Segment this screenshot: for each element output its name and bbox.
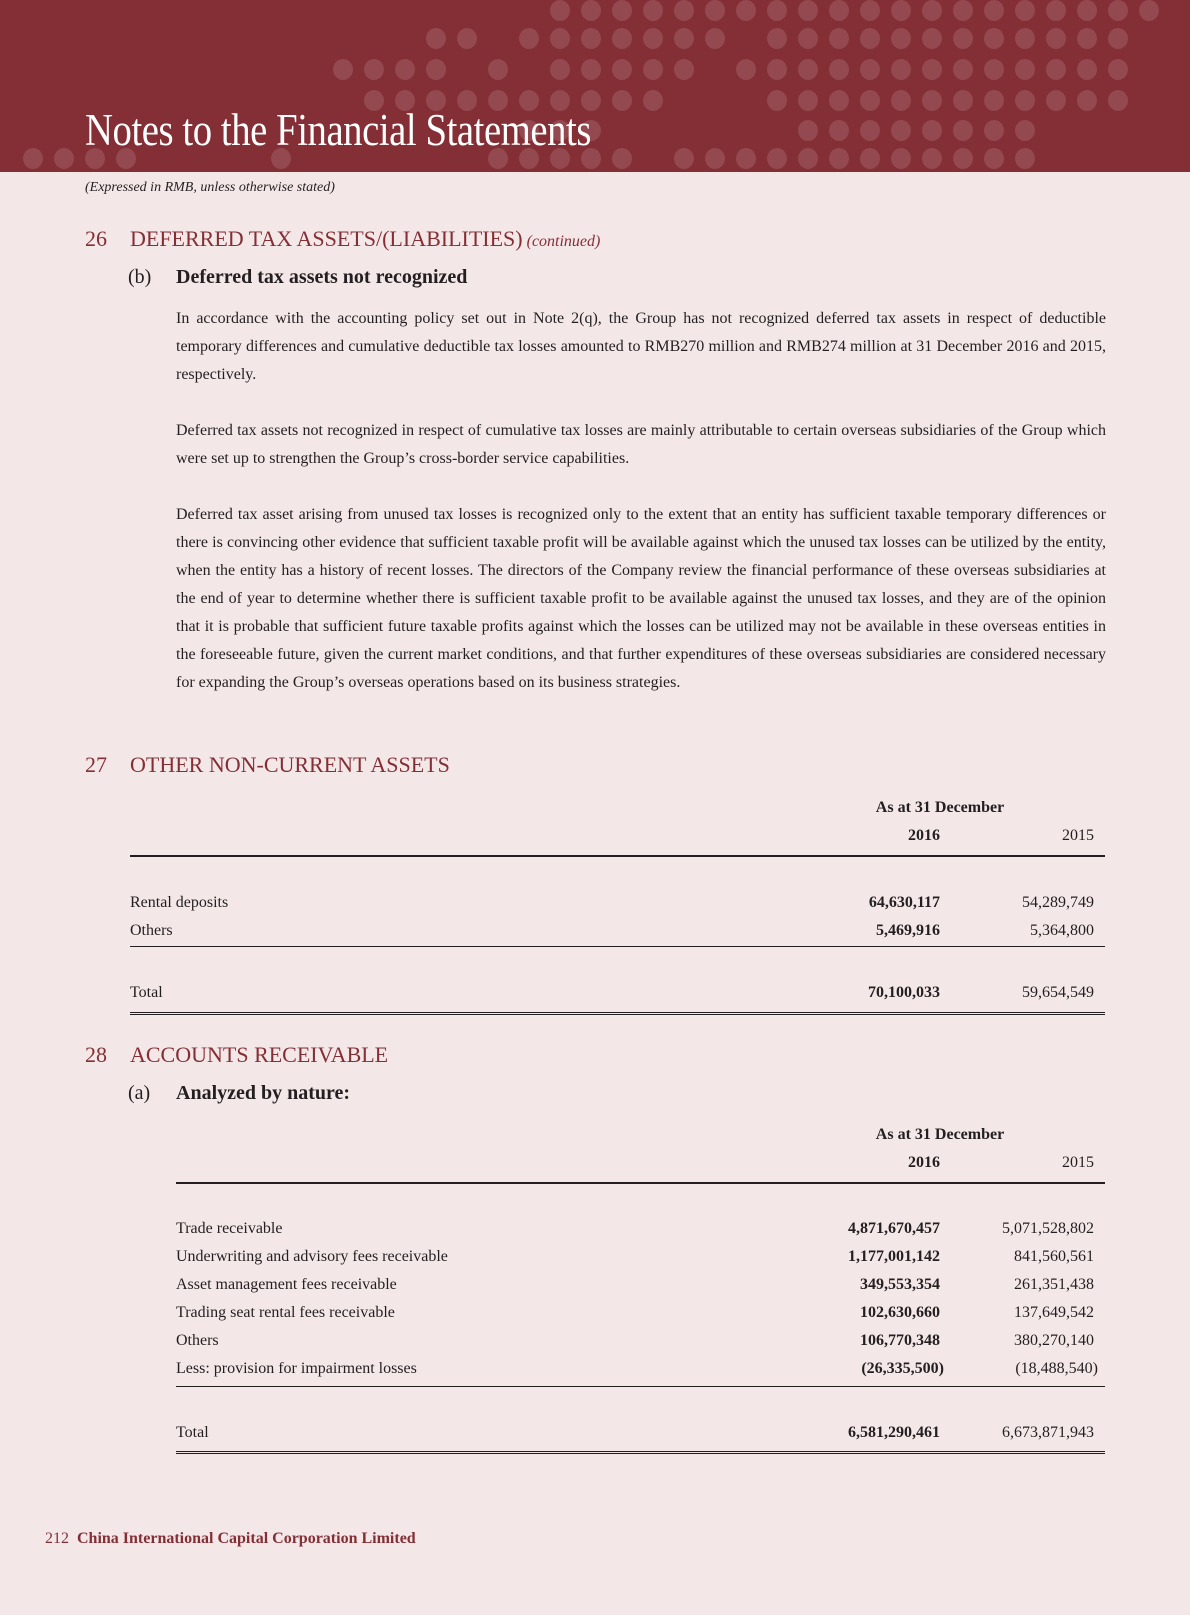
subsection-label: (a): [128, 1082, 151, 1104]
currency-note: (Expressed in RMB, unless otherwise stated): [85, 180, 335, 195]
section-28-heading: [85, 1042, 388, 1068]
dot-decoration: [798, 0, 818, 21]
subtotal-rule: [130, 946, 1105, 947]
dot-decoration: [891, 28, 911, 49]
dot-decoration: [767, 90, 787, 111]
dot-decoration: [922, 90, 942, 111]
dot-decoration: [457, 28, 477, 49]
dot-decoration: [891, 148, 911, 169]
dot-decoration: [891, 120, 911, 141]
dot-decoration: [612, 90, 632, 111]
dot-decoration: [922, 59, 942, 80]
dot-decoration: [1046, 59, 1066, 80]
table-row: [176, 1248, 1105, 1272]
dot-decoration: [333, 59, 353, 80]
dot-decoration: [674, 148, 694, 169]
dot-decoration: [581, 28, 601, 49]
dot-decoration: [643, 0, 663, 21]
dot-decoration: [953, 120, 973, 141]
value-2016: 64,630,117: [868, 894, 940, 911]
column-header-2016: 2016: [908, 827, 940, 844]
dot-decoration: [1077, 90, 1097, 111]
paragraph: Deferred tax asset arising from unused tax losses is recognized only to the extent that an entity has sufficient taxable temporary differences or there is convincing other evidence that sufficient taxable profit will be available against which the unused tax losses can be utilized by the entity, when the entity has a history of recent losses. The directors of the Company review the financial performance of these overseas subsidiaries at the end of year to determine whether there is sufficient taxable profit to be available against the unused tax losses, and they are of the opinion that it is probable that sufficient future taxable profits against which the losses can be utilized may not be available in these overseas entities in the foreseeable future, given the current market conditions, and that further expenditures of these overseas subsidiaries are considered necessary for expanding the Group’s overseas operations based on its business strategies.: [176, 506, 1106, 691]
dot-decoration: [488, 59, 508, 80]
dot-decoration: [860, 59, 880, 80]
dot-decoration: [829, 120, 849, 141]
dot-decoration: [922, 148, 942, 169]
row-label: Trading seat rental fees receivable: [176, 1304, 395, 1321]
value-2015: 380,270,140: [1014, 1332, 1094, 1349]
dot-decoration: [798, 120, 818, 141]
table-row: [176, 1276, 1105, 1300]
dot-decoration: [860, 90, 880, 111]
subsection-label: (b): [128, 266, 152, 288]
subtotal-rule: [176, 1386, 1105, 1387]
section-26-body: [176, 305, 1106, 725]
dot-decoration: [984, 90, 1004, 111]
section-26-heading: [85, 226, 600, 252]
dot-decoration: [674, 0, 694, 21]
dot-decoration: [798, 28, 818, 49]
section-26b-heading: [128, 266, 467, 289]
dot-decoration: [643, 59, 663, 80]
dot-decoration: [829, 0, 849, 21]
row-label: Total: [176, 1424, 209, 1441]
section-title: OTHER NON-CURRENT ASSETS: [130, 752, 450, 777]
dot-decoration: [767, 28, 787, 49]
dot-decoration: [705, 0, 725, 21]
dot-decoration: [1015, 120, 1035, 141]
value-2015: 54,289,749: [1022, 894, 1094, 911]
column-group-header: As at 31 December: [875, 799, 1005, 816]
total-2015: 6,673,871,943: [1002, 1424, 1094, 1441]
column-group-header: As at 31 December: [875, 1126, 1005, 1143]
table-total-row: [176, 1424, 1105, 1448]
value-2016: 5,469,916: [876, 922, 940, 939]
column-header-2016: 2016: [908, 1154, 940, 1171]
row-label: Total: [130, 984, 163, 1001]
subsection-title: Deferred tax assets not recognized: [176, 266, 468, 288]
company-name: China International Capital Corporation Limited: [77, 1530, 416, 1547]
dot-decoration: [767, 0, 787, 21]
dot-decoration: [984, 0, 1004, 21]
dot-decoration: [860, 120, 880, 141]
dot-decoration: [922, 28, 942, 49]
dot-decoration: [23, 148, 43, 169]
table-row: [176, 1360, 1105, 1384]
subsection-title: Analyzed by nature:: [176, 1082, 351, 1104]
dot-decoration: [798, 90, 818, 111]
dot-decoration: [860, 148, 880, 169]
section-title: ACCOUNTS RECEIVABLE: [130, 1042, 389, 1067]
row-label: Trade receivable: [176, 1220, 283, 1237]
dot-decoration: [984, 28, 1004, 49]
table-row: [130, 922, 1105, 946]
total-2016: 6,581,290,461: [848, 1424, 940, 1441]
value-2016: 349,553,354: [860, 1276, 940, 1293]
value-2016: 102,630,660: [860, 1304, 940, 1321]
dot-decoration: [705, 28, 725, 49]
row-label: Others: [130, 922, 173, 939]
total-2016: 70,100,033: [868, 984, 940, 1001]
total-double-rule: [130, 1012, 1105, 1015]
dot-decoration: [953, 59, 973, 80]
dot-decoration: [364, 59, 384, 80]
dot-decoration: [922, 0, 942, 21]
dot-decoration: [550, 0, 570, 21]
value-2016: (26,335,500): [861, 1360, 944, 1377]
column-header-2015: 2015: [1062, 827, 1094, 844]
paragraph: Deferred tax assets not recognized in respect of cumulative tax losses are mainly attributable to certain overseas subsidiaries of the Group which were set up to strengthen the Group’s cross-border service capabilities.: [176, 422, 1106, 467]
dot-decoration: [643, 90, 663, 111]
dot-decoration: [1077, 59, 1097, 80]
dot-decoration: [953, 28, 973, 49]
table-total-row: [130, 984, 1105, 1008]
dot-decoration: [736, 148, 756, 169]
dot-decoration: [674, 59, 694, 80]
dot-decoration: [891, 90, 911, 111]
dot-decoration: [1046, 28, 1066, 49]
dot-decoration: [54, 148, 74, 169]
section-28a-heading: [128, 1082, 350, 1105]
dot-decoration: [1108, 0, 1128, 21]
dot-decoration: [860, 28, 880, 49]
dot-decoration: [581, 59, 601, 80]
row-label: Others: [176, 1332, 219, 1349]
dot-decoration: [1077, 0, 1097, 21]
column-header-2015: 2015: [1062, 1154, 1094, 1171]
dot-decoration: [829, 28, 849, 49]
dot-decoration: [767, 148, 787, 169]
dot-decoration: [1108, 28, 1128, 49]
dot-decoration: [829, 59, 849, 80]
dot-decoration: [519, 28, 539, 49]
dot-decoration: [612, 0, 632, 21]
total-double-rule: [176, 1451, 1105, 1454]
dot-decoration: [1139, 0, 1159, 21]
page-footer: [45, 1530, 416, 1548]
dot-decoration: [1015, 148, 1035, 169]
total-2015: 59,654,549: [1022, 984, 1094, 1001]
value-2016: 106,770,348: [860, 1332, 940, 1349]
dot-decoration: [643, 28, 663, 49]
dot-decoration: [426, 28, 446, 49]
page-number: 212: [45, 1530, 69, 1547]
dot-decoration: [829, 90, 849, 111]
dot-decoration: [1015, 28, 1035, 49]
dot-decoration: [922, 120, 942, 141]
table-row: [176, 1304, 1105, 1328]
row-label: Less: provision for impairment losses: [176, 1360, 417, 1377]
row-label: Rental deposits: [130, 894, 229, 911]
dot-decoration: [1108, 59, 1128, 80]
dot-decoration: [612, 59, 632, 80]
dot-decoration: [550, 59, 570, 80]
dot-decoration: [395, 59, 415, 80]
dot-decoration: [984, 148, 1004, 169]
dot-decoration: [736, 0, 756, 21]
dot-decoration: [736, 59, 756, 80]
dot-decoration: [426, 59, 446, 80]
dot-decoration: [1015, 59, 1035, 80]
header-rule: [176, 1182, 1105, 1184]
dot-decoration: [612, 148, 632, 169]
dot-decoration: [891, 0, 911, 21]
dot-decoration: [550, 28, 570, 49]
dot-decoration: [1046, 0, 1066, 21]
dot-decoration: [953, 90, 973, 111]
dot-decoration: [705, 148, 725, 169]
dot-decoration: [891, 59, 911, 80]
value-2016: 1,177,001,142: [848, 1248, 940, 1265]
dot-decoration: [1108, 90, 1128, 111]
table-row: [176, 1332, 1105, 1356]
dot-decoration: [674, 28, 694, 49]
row-label: Asset management fees receivable: [176, 1276, 397, 1293]
page-title: Notes to the Financial Statements: [85, 105, 592, 155]
dot-decoration: [953, 0, 973, 21]
dot-decoration: [1015, 90, 1035, 111]
section-27-heading: [85, 752, 450, 778]
section-number: 27: [85, 752, 107, 777]
row-label: Underwriting and advisory fees receivable: [176, 1248, 448, 1265]
continued-label: (continued): [526, 233, 601, 250]
dot-decoration: [798, 59, 818, 80]
dot-decoration: [767, 59, 787, 80]
table-row: [176, 1220, 1105, 1244]
section-number: 26: [85, 226, 107, 251]
dot-decoration: [860, 0, 880, 21]
dot-decoration: [612, 28, 632, 49]
dot-decoration: [953, 148, 973, 169]
paragraph: In accordance with the accounting policy set out in Note 2(q), the Group has not recognized deferred tax assets in respect of deductible temporary differences and cumulative deductible tax losses amounted to RMB270 million and RMB274 million at 31 December 2016 and 2015, respectively.: [176, 310, 1106, 383]
dot-decoration: [581, 0, 601, 21]
header-banner: [0, 0, 1190, 172]
dot-decoration: [1046, 90, 1066, 111]
dot-decoration: [798, 148, 818, 169]
value-2015: 5,364,800: [1030, 922, 1094, 939]
value-2015: 137,649,542: [1014, 1304, 1094, 1321]
dot-decoration: [1077, 28, 1097, 49]
section-number: 28: [85, 1042, 107, 1067]
dot-decoration: [829, 148, 849, 169]
value-2015: 841,560,561: [1014, 1248, 1094, 1265]
table-row: [130, 894, 1105, 918]
value-2016: 4,871,670,457: [848, 1220, 940, 1237]
dot-decoration: [984, 120, 1004, 141]
value-2015: 261,351,438: [1014, 1276, 1094, 1293]
header-rule: [130, 855, 1105, 857]
dot-decoration: [1015, 0, 1035, 21]
value-2015: (18,488,540): [1015, 1360, 1098, 1377]
dot-decoration: [984, 59, 1004, 80]
section-title: DEFERRED TAX ASSETS/(LIABILITIES): [130, 226, 523, 251]
value-2015: 5,071,528,802: [1002, 1220, 1094, 1237]
